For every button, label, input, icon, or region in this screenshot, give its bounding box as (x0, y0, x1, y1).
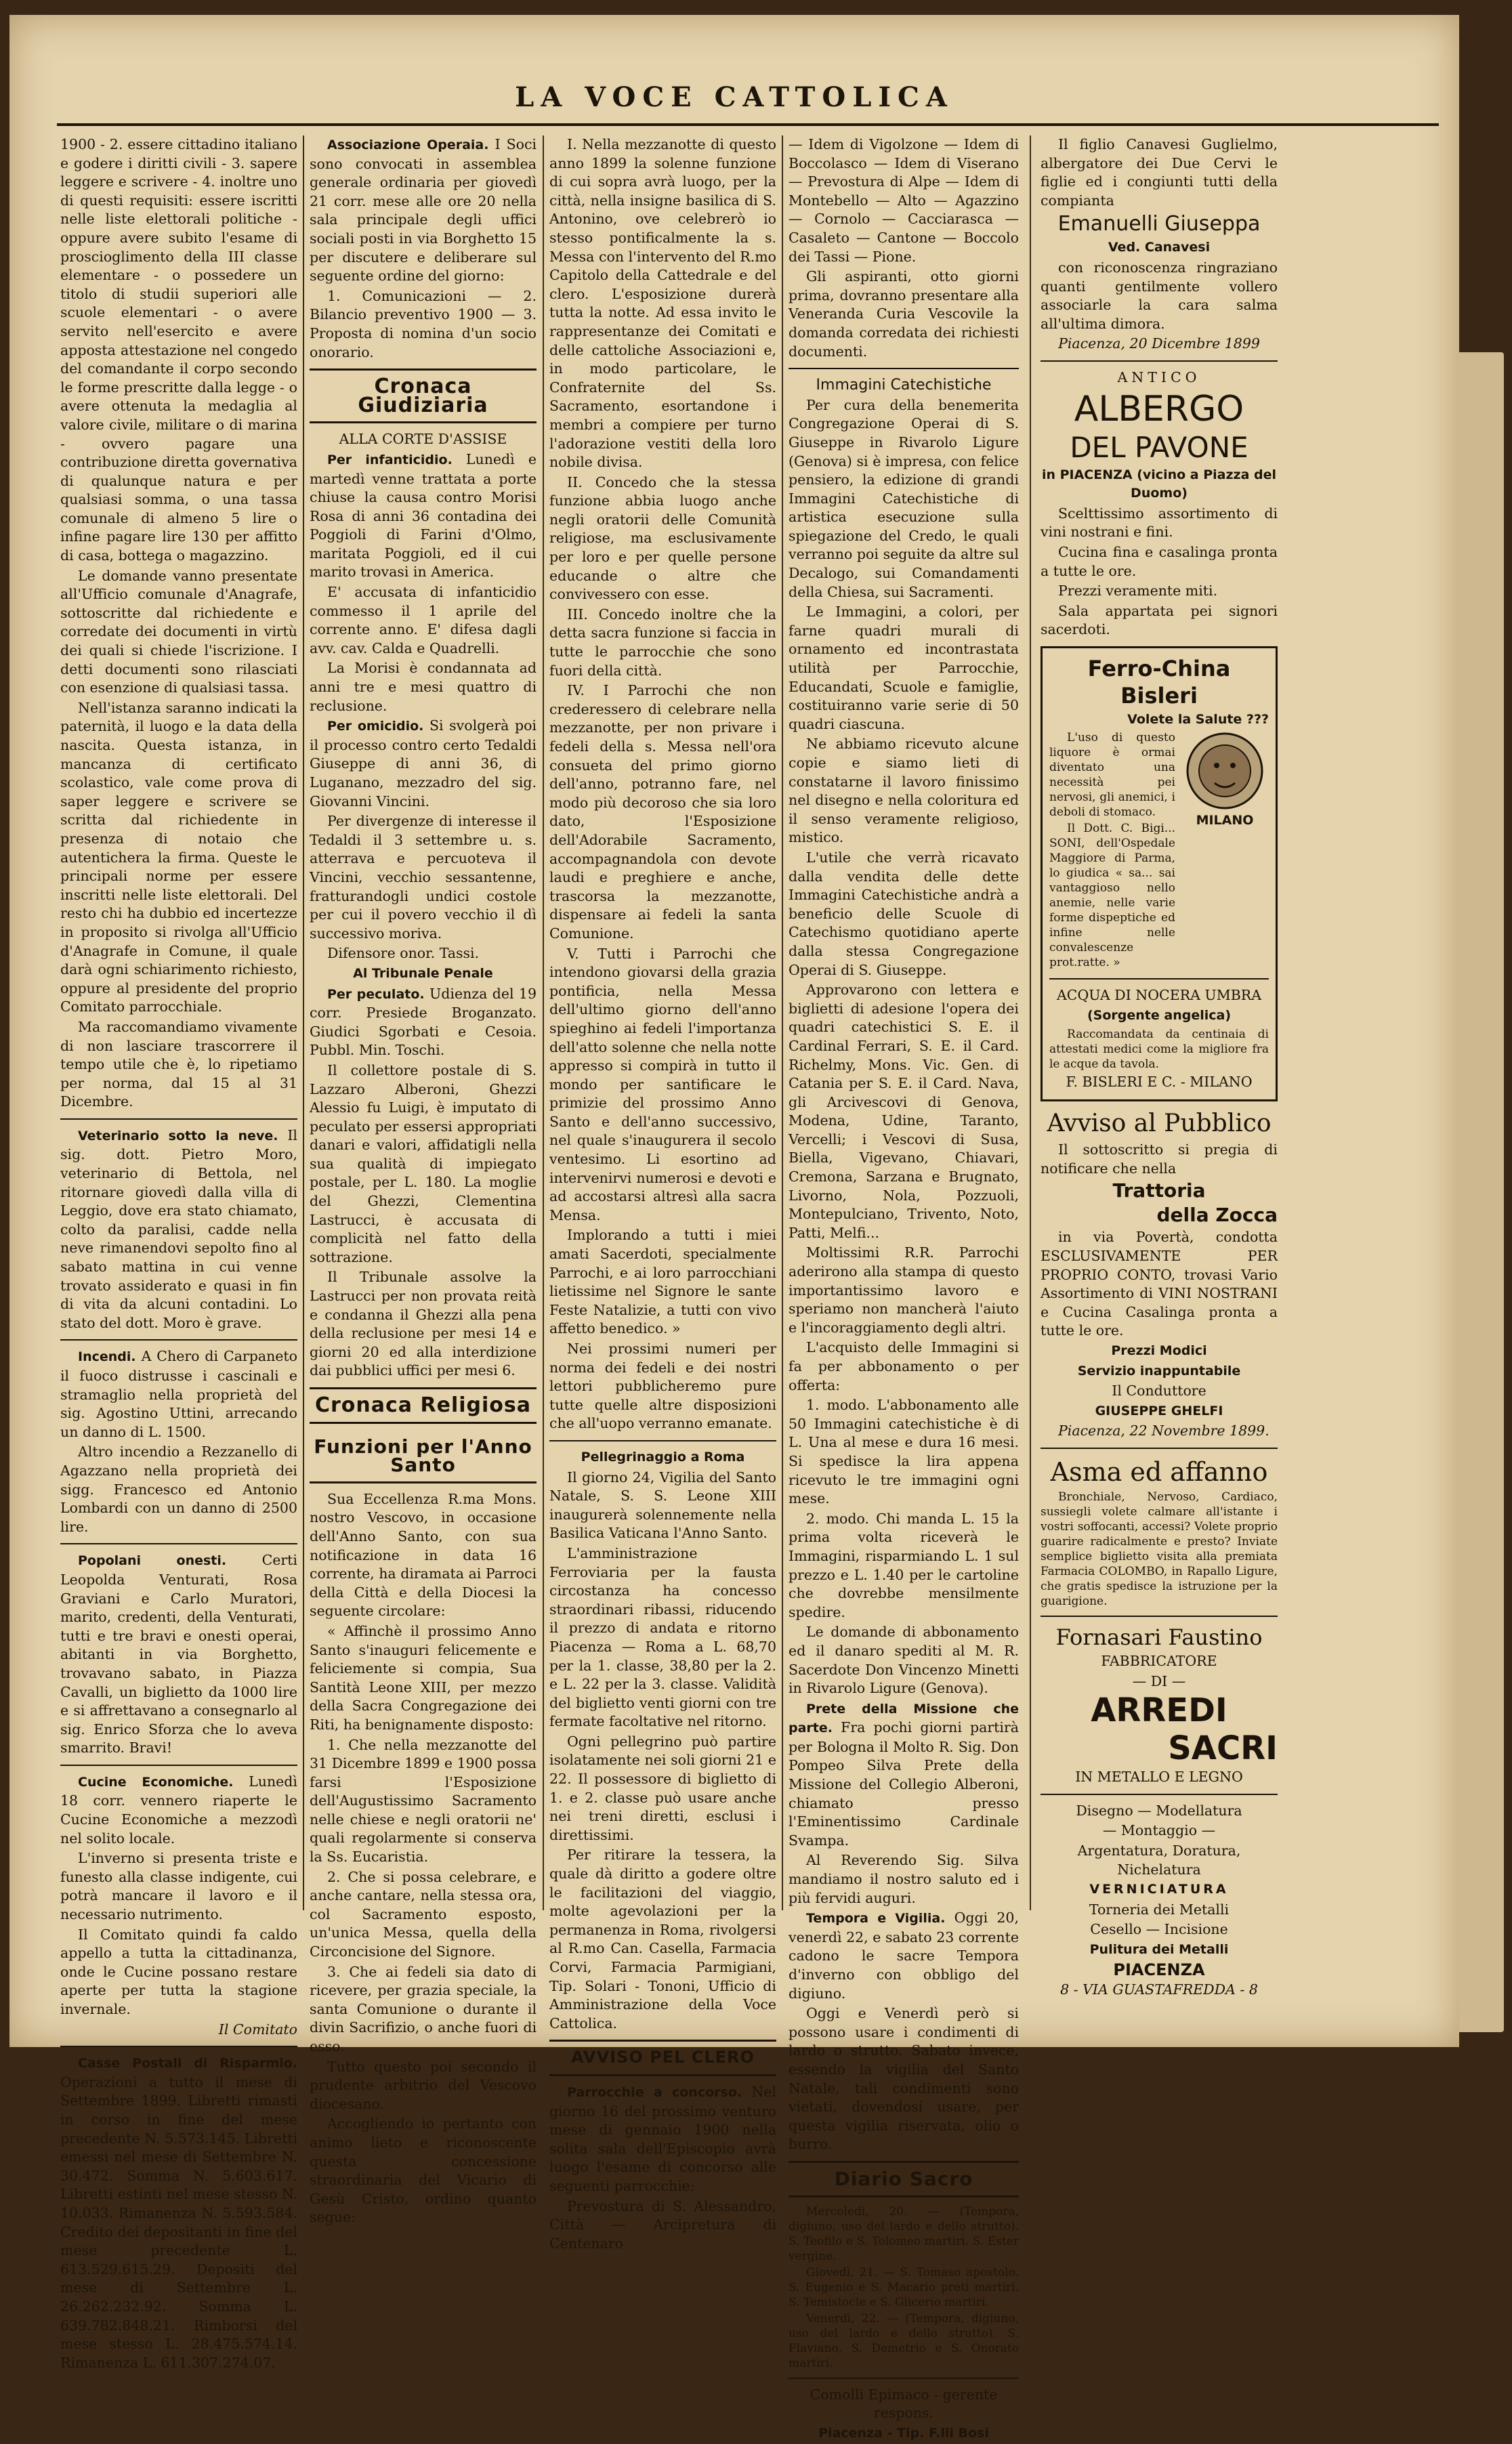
headline: Per infanticidio. (327, 452, 453, 467)
headline: Parrocchie a concorso. (567, 2084, 742, 2100)
article-text: Il Comitato quindi fa caldo appello a tutta la cittadinanza, onde le Cucine possano restare aperte per tutta la stagione invernale. (60, 1926, 297, 2017)
article-text: 1. Comunicazioni — 2. Bilancio preventivo 1900 — 3. Proposta di nomina d'un socio onorario. (310, 287, 537, 360)
column-4 (789, 135, 1019, 2444)
article-text: Altro incendio a Rezzanello di Agazzano nella proprietà dei sigg. Francesco ed Antonio Lombardi con un danno di 2500 lire. (60, 1444, 297, 1535)
divider (549, 1440, 776, 1441)
article-text: Ogni pellegrino può partire isolatamente nei soli giorni 21 e 22. Il possessore di biglietto di 1. e 2. classe può usare anche nei treni diretti, esclusi i direttissimi. (549, 1733, 776, 1843)
article-text: Il collettore postale di S. Lazzaro Alberoni, Ghezzi Alessio fu Luigi, è imputato di peculato per essersi appropriati danari e valori, affidatigli nella sua qualità di impiegato postale, per L. 180. La moglie del Ghezzi, Clementina Lastrucci, è accusata di complicità nel fatto della sottrazione. (310, 1061, 537, 1265)
divider (60, 1543, 297, 1544)
newspaper-page (9, 15, 1459, 2441)
article-text: Difensore onor. Tassi. (327, 945, 480, 962)
ad-sub: GIUSEPPE GHELFI (1095, 1403, 1223, 1418)
subhead: ALLA CORTE D'ASSISE (339, 431, 507, 448)
article-text: Il giorno 24, Vigilia del Santo Natale, S. S. Leone XIII inaugurerà solennemente nella Basilica Vaticana l'Anno Santo. (549, 1469, 776, 1542)
divider (1049, 978, 1269, 979)
section-title: Funzioni per l'Anno Santo (310, 1431, 537, 1483)
divider (789, 2378, 1019, 2379)
printer: Piacenza - Tip. F.lli Bosi (818, 2425, 989, 2441)
headline: Tempora e Vigilia. (806, 1911, 946, 1926)
article-text: Sua Eccellenza R.ma Mons. nostro Vescovo, in occasione dell'Anno Santo, con sua notificazione in data 16 corrente, ha diramata ai Parroci della Città e della Diocesi la seguente circolare: (310, 1490, 537, 1620)
ad-sub: ACQUA DI NOCERA UMBRA (1056, 987, 1262, 1004)
ad-text: Il Conduttore (1112, 1383, 1206, 1399)
ad-text: Prezzi veramente miti. (1058, 583, 1218, 599)
ad-text: Torneria dei Metalli (1089, 1901, 1230, 1918)
column-rule (782, 135, 783, 1910)
notice-text: con riconoscenza ringraziano quanti gentilmente vollero associarle la cara salma all'ultima dimora. (1041, 259, 1278, 332)
article-text: Fra pochi giorni partirà per Bologna il Molto R. Sig. Don Pompeo Silva Prete della Missione del Collegio Alberoni, chiamato presso l'Eminentissimo Cardinale Svampa. (789, 1719, 1019, 1849)
ad-company: F. BISLERI E C. - MILANO (1066, 1073, 1253, 1090)
ad-text: Raccomandata da centinaia di attestati medici come la migliore fra le acque da tavola. (1049, 1027, 1269, 1071)
ad-title: Asma ed affanno (1050, 1456, 1268, 1487)
article-text: Certi Leopolda Venturati, Rosa Graviani e Carlo Muratori, marito, credenti, della Venturati, tutti e tre bravi e onesti operai, abitanti in via Borghetto, trovavano sabato, in Piazza Cavalli, un biglietto da 1000 lire e si affrettavano a consegnarlo al sig. Enrico Sforza che lo aveva smarrito. Bravi! (60, 1552, 297, 1756)
ad-text: VERNICIATURA (1089, 1882, 1229, 1897)
ad-text: Cucina fina e casalinga pronta a tutte le ore. (1041, 543, 1278, 579)
column-5-ads (1041, 135, 1278, 2001)
article-text: 3. Che ai fedeli sia dato di ricevere, per grazia speciale, la santa Comunione o durante il divin Sacrifizio, o anche fuori di esso. (310, 1963, 537, 2055)
article-text: — Idem di Vigolzone — Idem di Boccolasco — Idem di Viserano — Prevostura di Alpe — Idem di Montebello — Alto — Agazzino — Cornolo — Cacciarasca — Casaleto — Cantone — Boccolo dei Tassi — Pione. (789, 136, 1019, 265)
article-text: Oggi e Venerdì però si possono usare i condimenti di lardo o strutto. Sabato invece, essendo la vigilia del Santo Natale, tali condimenti sono vietati, dovendosi usare, per questa vigilia riservata, olio o burro. (789, 2005, 1019, 2153)
article-text: L'utile che verrà ricavato dalla vendita delle dette Immagini Catechistiche andrà a beneficio delle Scuole di Catechismo quotidiano aperte dalla stessa Congregazione Operai di S. Giuseppe. (789, 849, 1019, 978)
ad-sub: Volete la Salute ??? (1127, 711, 1269, 727)
article-text: Tutto questo poi secondo il prudente arbitrio del Vescovo diocesano. (310, 2058, 537, 2112)
column-rule (303, 135, 304, 1910)
divider (60, 2046, 297, 2047)
section-title: AVVISO PEL CLERO (549, 2040, 776, 2076)
ad-sub: Servizio inappuntabile (1077, 1363, 1241, 1378)
article-text: Per cura della benemerita Congregazione Operai di S. Giuseppe in Rivarolo Ligure (Genova) si è impresa, con felice pensiero, la edizione di grandi Immagini Catechistiche di artistica esecuzione sulla spiegazione del Credo, le quali verranno poi seguite da altre sul Decalogo, sui Comandamenti della Chiesa, sui Sacramenti. (789, 396, 1019, 600)
divider (60, 1118, 297, 1120)
ad-title: ALBERGO (1074, 388, 1244, 429)
article-text: L'amministrazione Ferroviaria per la fausta circostanza ha concesso straordinari ribassi, riducendo il prezzo di andata e ritorno Piacenza — Roma a L. 68,70 per la 1. classe, 38,80 per la 2. e L. 22 per la 3. classe. Validità del biglietto venti giorni con tre fermate facoltative nel ritorno. (549, 1544, 776, 1730)
divider (60, 1765, 297, 1766)
ad-text: Sala appartata pei signori sacerdoti. (1041, 602, 1278, 638)
article-text: Udienza del 19 corr. Presiede Broganzato. Giudici Sgorbati e Cesoia. Pubbl. Min. Toschi. (310, 985, 537, 1059)
column-3 (549, 135, 776, 2254)
ad-title: Avviso al Pubblico (1047, 1110, 1272, 1138)
article-text: Nell'istanza saranno indicati la paternità, il luogo e la data della nascita. Questa istanza, in mancanza di certificato scolastico, vale come prova di saper leggere e scrivere se scritta dal richiedente in presenza di notaio che autentichera la firma. Queste le principali norme per essere inscritti nelle liste elettorali. Del resto chi ha dubbio ed incertezze in proposito si rivolga all'Ufficio d'Anagrafe in Comune, il quale darà ogni schiarimento richiesto, oppure al presidente del proprio Comitato parrocchiale. (60, 699, 297, 1015)
article-text: Ma raccomandiamo vivamente di non lasciare trascorrere il tempo utile che è, lo ripetiamo per norma, dal 15 al 31 Dicembre. (60, 1018, 297, 1110)
ad-sub: FABBRICATORE (1101, 1652, 1217, 1669)
article-text: Le Immagini, a colori, per farne quadri murali di ornamento ed incontrastata utilità per Parrocchie, Educandati, Scuole e famiglie, costituiranno varie serie di 50 quadri ciascuna. (789, 604, 1019, 732)
column-2 (310, 135, 537, 2229)
ad-sub: (Sorgente angelica) (1087, 1008, 1231, 1024)
article-text: Mercoledì, 20. — (Tempora, digiuno, uso del lardo e dello strutto). S. Teofilo e S. Tolomeo martiri. S. Ester vergine. (789, 2204, 1019, 2263)
ad-text: Il sottoscritto si pregia di notificare che nella (1041, 1141, 1278, 1177)
article-text: Nel giorno 16 del prossimo venturo mese di gennaio 1900 nella solita sala dell'Episcopio avrà luogo l'esame di concorso alle seguenti parrocchie: (549, 2083, 776, 2194)
ad-text: Scelttissimo assortimento di vini nostrani e fini. (1041, 505, 1278, 541)
article-text: Giovedì, 21. — S. Tomaso apostolo. S. Eugenio e S. Macario preti martiri. S. Temistocle e S. Glicerio martiri. (789, 2265, 1019, 2309)
section-title: Cronaca Giudiziaria (310, 368, 537, 423)
article-text: III. Concedo inoltre che la detta sacra funzione si faccia in tutte le parrocchie che sono fuori della città. (549, 606, 776, 679)
article-text: 1. Che nella mezzanotte del 31 Dicembre 1899 e 1900 possa farsi l'Esposizione dell'Augustissimo Sacramento nelle chiese e negli oratorii ne' quali regolarmente si conserva la Ss. Eucaristia. (310, 1736, 537, 1866)
article-text: Implorando a tutti i miei amati Sacerdoti, specialmente Parrochi, e ai loro parrocchiani lietissime nel Signore le sante Feste Natalizie, a tutti con vivo affetto benedico. » (549, 1227, 776, 1337)
ad-text: L'uso di questo liquore è ormai diventato una necessità pei nervosi, gli anemici, i deboli di stomaco. (1049, 731, 1175, 820)
notice-name: Emanuelli Giuseppa (1057, 212, 1261, 236)
article-text: Oggi 20, venerdì 22, e sabato 23 corrente cadono le sacre Tempora d'inverno con obbligo del digiuno. (789, 1910, 1019, 2002)
article-text: La Morisi è condannata ad anni tre e mesi quattro di reclusione. (310, 660, 537, 714)
ad-title: ARREDI (1091, 1691, 1227, 1730)
article-text: L'inverno si presenta triste e funesto alla classe indigente, cui potrà mancare il lavoro e il necessario nutrimento. (60, 1850, 297, 1923)
headline: Associazione Operaia. (327, 138, 489, 152)
ad-text: Pulitura dei Metalli (1089, 1941, 1229, 1957)
column-1 (60, 135, 297, 2374)
subhead: Immagini Catechistiche (816, 377, 992, 394)
lion-logo-icon (1184, 730, 1265, 812)
ad-address: in PIACENZA (vicino a Piazza del Duomo) (1041, 467, 1277, 501)
article-text: V. Tutti i Parrochi che intendono giovarsi della grazia pontificia, nella Messa dell'ultimo giorno dell'anno spieghino ai fedeli l'importanza dell'atto solenne che nella notte appresso si compirà in tutto il mondo per santificare le primizie del prossimo Anno Santo e dell'anno successivo, nel quale s'inaugurera il secolo ventesimo. Li esortino ad intervenirvi numerosi e devoti e ad accostarsi altresì alla sacra Mensa. (549, 945, 776, 1223)
ad-text: Disegno — Modellatura (1076, 1802, 1242, 1819)
article-text: Il sig. dott. Pietro Moro, veterinario di Bettola, nel ritornare giovedì dalla villa di Leggio, dove era stato chiamato, colto da paralisi, cadde nella neve rimanendovi sepolto fino al sabato mattina in cui venne trovato assiderato e quasi in fin di vita da alcuni contadini. Lo stato del dott. Moro è grave. (60, 1126, 297, 1331)
headline: Prete della Missione che parte. (789, 1701, 1019, 1736)
article-text: A Chero di Carpaneto il fuoco distrusse i cascinali e stramaglio nella proprietà del sig. Agostino Uttini, arrecando un danno di L. 1500. (60, 1348, 297, 1440)
article-text: Accogliendo io pertanto con animo lieto e riconoscente questa concessione straordinaria del Vicario di Gesù Cristo, ordino quanto segue: (310, 2115, 537, 2226)
ad-date: Piacenza, 22 Novembre 1899. (1058, 1423, 1269, 1439)
ad-text: — Montaggio — (1102, 1822, 1216, 1839)
ad-text: Il Dott. C. Bigi... SONI, dell'Ospedale Maggiore di Parma, lo giudica « sa... sai vantaggioso nello anemie, nelle varie forme dispeptiche ed infine nelle convalescenze prot.ratte. » (1049, 822, 1175, 970)
section-title: Cronaca Religiosa (310, 1387, 537, 1424)
divider (60, 1339, 297, 1341)
subhead: Pellegrinaggio a Roma (581, 1449, 745, 1465)
notice-sub: Ved. Canavesi (1108, 240, 1211, 255)
ad-title: DEL PAVONE (1070, 430, 1248, 464)
article-text: Le domande vanno presentate all'Ufficio comunale d'Anagrafe, sottoscritte dal richiedente e corredate dei documenti in virtù dei quali si chiede l'iscrizione. I detti documenti sono rilasciati con esenzione di qualsiasi tassa. (60, 567, 297, 696)
article-text: Approvarono con lettera e biglietti di adesione l'opera dei quadri catechistici S. E. il Cardinal Ferrari, S. E. il Card. Richelmy, Mons. Vic. Gen. di Catania per S. E. il Card. Nava, gli Arcivescovi di Genova, Modena, Udine, Taranto, Vercelli; i Vescovi di Susa, Biella, Vigevano, Chiavari, Cremona, Sarzana e Brugnato, Livorno, Nola, Pozzuoli, Montepulciano, Trivento, Noto, Patti, Melfi... (789, 982, 1019, 1241)
article-text: Per divergenze di interesse il Tedaldi il 3 settembre u. s. atterrava e percuoteva il Vincini, vecchio sessantenne, fratturandogli undici costole per cui il povero vecchio il dì successivo moriva. (310, 813, 537, 942)
article-text: Ne abbiamo ricevuto alcune copie e siamo lieti di constatarne il lavoro finissimo nel disegno e nella coloritura ed il senso veramente religioso, mistico. (789, 736, 1019, 846)
article-text: I Soci sono convocati in assemblea generale ordinaria per giovedì 21 corr. mese alle ore 20 nella sala principale degli uffici sociali posti in via Borghetto 15 per discutere e deliberare sul seguente ordine del giorno: (310, 136, 537, 285)
column-rule (1030, 135, 1031, 1910)
article-text: II. Concedo che la stessa funzione abbia luogo anche negli oratorii delle Comunità religiose, ma esclusivamente per loro e per quelle persone educande o altre che convivessero con esse. (549, 473, 776, 603)
headline: Cucine Economiche. (78, 1774, 234, 1790)
article-text: 1. modo. L'abbonamento alle 50 Immagini catechistiche è di L. Una al mese e dura 16 mesi. Si spedisce la lira appena ricevuto le tre immagini ogni mese. (789, 1397, 1019, 1507)
article-text: Operazioni a tutto il mese di Settembre 1899. Libretti rimasti in corso in fine del mese precedente N. 5.573.145. Libretti emessi nel mese di Settembre N. 30.472. Somma N. 5.603.617. Libretti estinti nel mese stesso N. 10.033. Rimanenza N. 5.593.584. Credito dei depositanti in fine del mese precedente L. 613.529.615.29. Depositi del mese di Settembre L. 26.262.232.92. Somma L. 639.782.848.21. Rimborsi del mese stesso L. 28.475.574.14. Rimanenza L. 611.307.274.07. (60, 2073, 297, 2371)
ad-address: 8 - VIA GUASTAFREDDA - 8 (1060, 1981, 1258, 1998)
masthead-rule (57, 123, 1439, 126)
ad-title: Ferro-China Bisleri (1087, 655, 1231, 709)
ad-sub: — DI — (1132, 1672, 1186, 1689)
divider (1041, 360, 1278, 362)
article-text: Prevostura di S. Alessandro, Città — Arcipretura di Centenaro (549, 2197, 776, 2252)
article-text: Lunedì 18 corr. vennero riaperte le Cucine Economiche a mezzodì nel solito locale. (60, 1773, 297, 1847)
article-text: Moltissimi R.R. Parrochi aderirono alla stampa di questo importantissimo lavoro e speriamo non mancherà l'aiuto e l'incoraggiamento degli altri. (789, 1244, 1019, 1336)
headline: Per peculato. (327, 986, 425, 1002)
headline: Veterinario sotto la neve. (78, 1128, 278, 1143)
responsible-editor: Comolli Epimaco - gerente respons. (810, 2386, 998, 2422)
article-text: IV. I Parrochi che non crederessero di celebrare nella mezzanotte, per non privare i fedeli della s. Messa nell'ora consueta del primo giorno dell'anno, potranno fare, nel modo più decoroso che sia loro dato, l'Esposizione dell'Adorabile Sacramento, accompagnandola con devote laudi e preghiere e anche, trascorsa la mezzanotte, dispensare ai fedeli la santa Comunione. (549, 682, 776, 942)
divider (1041, 1794, 1278, 1795)
ad-text: in via Povertà, condotta ESCLUSIVAMENTE PER PROPRIO CONTO, trovasi Vario Assortimento di VINI NOSTRANI e Cucina Casalinga pronta a tutte le ore. (1041, 1229, 1278, 1339)
divider (1041, 1448, 1278, 1449)
article-text: Al Reverendo Sig. Silva mandiamo il nostro saluto ed i più fervidi auguri. (789, 1852, 1019, 1906)
article-text: L'acquisto delle Immagini si fa per abbonamento o per offerta: (789, 1339, 1019, 1393)
article-text: Gli aspiranti, otto giorni prima, dovranno presentare alla Veneranda Curia Vescovile la domanda corredata dei richiesti documenti. (789, 268, 1019, 360)
divider (1041, 1616, 1278, 1617)
notice-date: Piacenza, 20 Dicembre 1899 (1058, 335, 1260, 352)
article-text: Le domande di abbonamento ed il danaro spediti al M. R. Sacerdote Don Vincenzo Minetti in Rivarolo Ligure (Genova). (789, 1624, 1019, 1697)
article-text: Venerdì, 22. — (Tempora, digiuno, uso del lardo e dello strutto). S. Flaviano, S. Demetrio e S. Onorato martiri. (789, 2311, 1019, 2370)
article-text: Il Tribunale assolve la Lastrucci per non provata reità e condanna il Ghezzi alla pena della reclusione per mesi 14 e giorni 20 ed alla interdizione dai pubblici uffici per mesi 6. (310, 1269, 537, 1379)
article-text: 1900 - 2. essere cittadino italiano e godere i diritti civili - 3. sapere leggere e scrivere - 4. inoltre uno di questi requisiti: essere iscritti nelle liste elettorali politiche - oppure avere subito l'esame di proscioglimento della III classe elementare - o possedere un titolo di studii superiori alle scuole elementari - o avere servito nell'esercito e avere apposta attestazione nel congedo del comandante il corpo secondo le forme prescritte dalla legge - o avere ottenuta la medaglia al valore civile, militare o di marina - ovvero pagare una contribuzione diretta governativa di qualunque natura e per qualsiasi somma, o una tassa comunale di almeno 5 lire o infine pagare lire 130 per affitto di casa, bottega o magazzino. (60, 136, 297, 564)
ferro-china-ad (1041, 646, 1278, 1101)
masthead: LA VOCE CATTOLICA (515, 81, 954, 113)
headline: Casse Postali di Risparmio. (78, 2056, 297, 2071)
ad-sub: Prezzi Modici (1111, 1343, 1207, 1358)
article-text: 2. Che si possa celebrare, e anche cantare, nella stessa ora, col Sacramento esposto, un'unica Messa, quella della Circoncisione del Signore. (310, 1868, 537, 1960)
ad-text: Bronchiale, Nervoso, Cardiaco, sussiegli volete calmare all'istante i vostri soffocanti, accessi? Volete proprio guarire radicalmente e presto? Inviate semplice biglietto visita alla premiata Farmacia COLOMBO, in Rapallo Ligure, che gratis spedisce la istruzione per la guarigione. (1041, 1490, 1278, 1608)
ad-text: Cesello — Incisione (1090, 1921, 1228, 1938)
divider (789, 368, 1019, 369)
ad-sub: IN METALLO E LEGNO (1075, 1769, 1243, 1786)
column-rule (543, 135, 544, 1910)
notice-text: Il figlio Canavesi Guglielmo, albergatore dei Due Cervi le figlie ed i congiunti tutti della compianta (1041, 136, 1278, 209)
signature: Il Comitato (218, 2021, 297, 2038)
headline: Incendi. (78, 1349, 136, 1365)
section-title: Diario Sacro (789, 2161, 1019, 2197)
article-text: E' accusata di infanticidio commesso il 1 aprile del corrente anno. E' difesa dagli avv. cav. Calda e Quadrelli. (310, 584, 537, 656)
article-text: I. Nella mezzanotte di questo anno 1899 la solenne funzione di cui sopra avrà luogo, per la città, nella insigne basilica di S. Antonino, ove celebrerò io stesso pontificalmente la s. Messa con l'intervento del R.mo Capitolo della Cattedrale e del clero. L'esposizione durerà tutta la notte. Ad essa invito le rappresentanze dei Comitati e delle cattoliche Associazioni e, in modo particolare, le Confraternite del Ss. Sacramento, esortandone i membri a compiere per turno l'adorazione vestiti della loro nobile divisa. (549, 136, 776, 471)
ad-text: Argentatura, Doratura, Nichelatura (1077, 1842, 1241, 1878)
article-text: Lunedì e martedì venne trattata a porte chiuse la causa contro Morisi Rosa di anni 36 contadina dei Poggioli di Farini d'Olmo, maritata Poggioli, ed il cui marito trovasi in America. (310, 450, 537, 581)
ad-title: della Zocca (1156, 1204, 1278, 1227)
headline: Popolani onesti. (78, 1553, 227, 1569)
ad-city: PIACENZA (1113, 1960, 1205, 1979)
logo-caption: MILANO (1196, 813, 1254, 828)
article-text: Per ritirare la tessera, la quale dà diritto a godere oltre le facilitazioni del viaggio, molte agevolazioni per la permanenza in Roma, rivolgersi al R.mo Can. Casella, Farmacia Corvi, Farmacia Parmigiani, Tip. Solari - Tononi, Ufficio di Amministrazione della Voce Cattolica. (549, 1847, 776, 2031)
headline: Per omicidio. (327, 719, 424, 734)
ad-kicker: ANTICO (1117, 368, 1201, 385)
subhead: Al Tribunale Penale (353, 965, 493, 981)
ad-title: Trattoria (1112, 1179, 1206, 1202)
ad-title: Fornasari Faustino (1055, 1624, 1263, 1650)
article-text: « Affinchè il prossimo Anno Santo s'inauguri felicemente e feliciemente si compia, Sua Santità Leone XIII, per mezzo della Sacra Congregazione dei Riti, ha benignamente disposto: (310, 1622, 537, 1733)
ad-title: SACRI (1168, 1729, 1278, 1768)
article-text: Si svolgerà poi il processo contro certo Tedaldi Giuseppe di anni 36, di Luganano, mezzadro del sig. Giovanni Vincini. (310, 717, 537, 809)
article-text: Nei prossimi numeri per norma dei fedeli e dei nostri lettori pubblicheremo pure tutte quelle altre disposizioni che all'uopo verranno emanate. (549, 1341, 776, 1432)
article-text: 2. modo. Chi manda L. 15 la prima volta riceverà le Immagini, risparmiando L. 1 sul prezzo e L. 1.40 per le cartoline che dovrebbe mensilmente spedire. (789, 1510, 1019, 1620)
